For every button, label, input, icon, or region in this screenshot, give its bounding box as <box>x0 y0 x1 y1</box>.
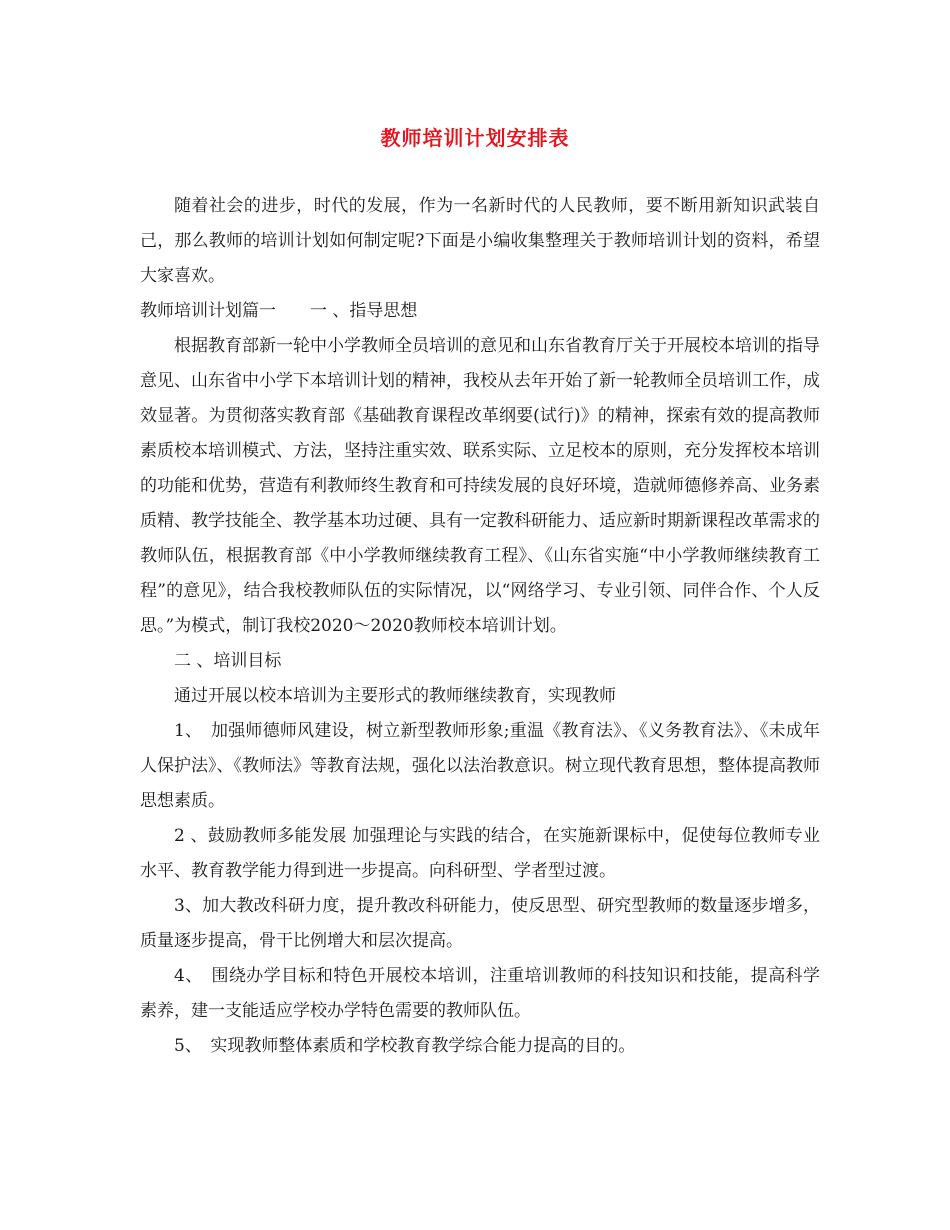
guiding-thought-paragraph: 根据教育部新一轮中小学教师全员培训的意见和山东省教育厅关于开展校本培训的指导意见、山东省中小学下本培训计划的精神，我校从去年开始了新一轮教师全员培训工作，成效显著。为贯彻落实教育部《基础教育课程改革纲要(试行)》的精神，探索有效的提高教师素质校本培训模式、方法，坚持注重实效、联系实际、立足校本的原则，充分发挥校本培训的功能和优势，营造有利教师终生教育和可持续发展的良好环境，造就师德修养高、业务素质精、教学技能全、教学基本功过硬、具有一定教科研能力、适应新时期新课程改革需求的教师队伍，根据教育部《中小学教师继续教育工程》、《山东省实施“中小学教师继续教育工程”的意见》，结合我校教师队伍的实际情况，以“网络学习、专业引领、同伴合作、个人反思。”为模式，制订我校2020～2020教师校本培训计划。 <box>140 336 820 636</box>
goal-item-5: 5、 实现教师整体素质和学校教育教学综合能力提高的目的。 <box>174 1036 636 1056</box>
goal-item-4: 4、 围绕办学目标和特色开展校本培训，注重培训教师的科技知识和技能，提高科学素养，建一支能适应学校办学特色需要的教师队伍。 <box>140 966 820 1021</box>
document-title: 教师培训计划安排表 <box>380 126 570 150</box>
document-body <box>140 189 820 1064</box>
intro-paragraph: 随着社会的进步，时代的发展，作为一名新时代的人民教师，要不断用新知识武装自己，那么教师的培训计划如何制定呢?下面是小编收集整理关于教师培训计划的资料，希望大家喜欢。 <box>140 196 820 286</box>
section-heading-guiding-thought: 教师培训计划篇一 一 、指导思想 <box>140 301 418 321</box>
section-heading-training-goals: 二 、培训目标 <box>174 651 282 671</box>
goal-item-3: 3、加大教改科研力度，提升教改科研能力，使反思型、研究型教师的数量逐步增多，质量逐步提高，骨干比例增大和层次提高。 <box>140 896 820 951</box>
goals-intro-paragraph: 通过开展以校本培训为主要形式的教师继续教育，实现教师 <box>174 686 616 706</box>
goal-item-2: 2 、鼓励教师多能发展 加强理论与实践的结合，在实施新课标中，促使每位教师专业水平、教育教学能力得到进一步提高。向科研型、学者型过渡。 <box>140 826 820 881</box>
goal-item-1: 1、 加强师德师风建设，树立新型教师形象;重温《教育法》、《义务教育法》、《未成年人保护法》、《教师法》等教育法规，强化以法治教意识。树立现代教育思想，整体提高教师思想素质。 <box>140 721 820 811</box>
